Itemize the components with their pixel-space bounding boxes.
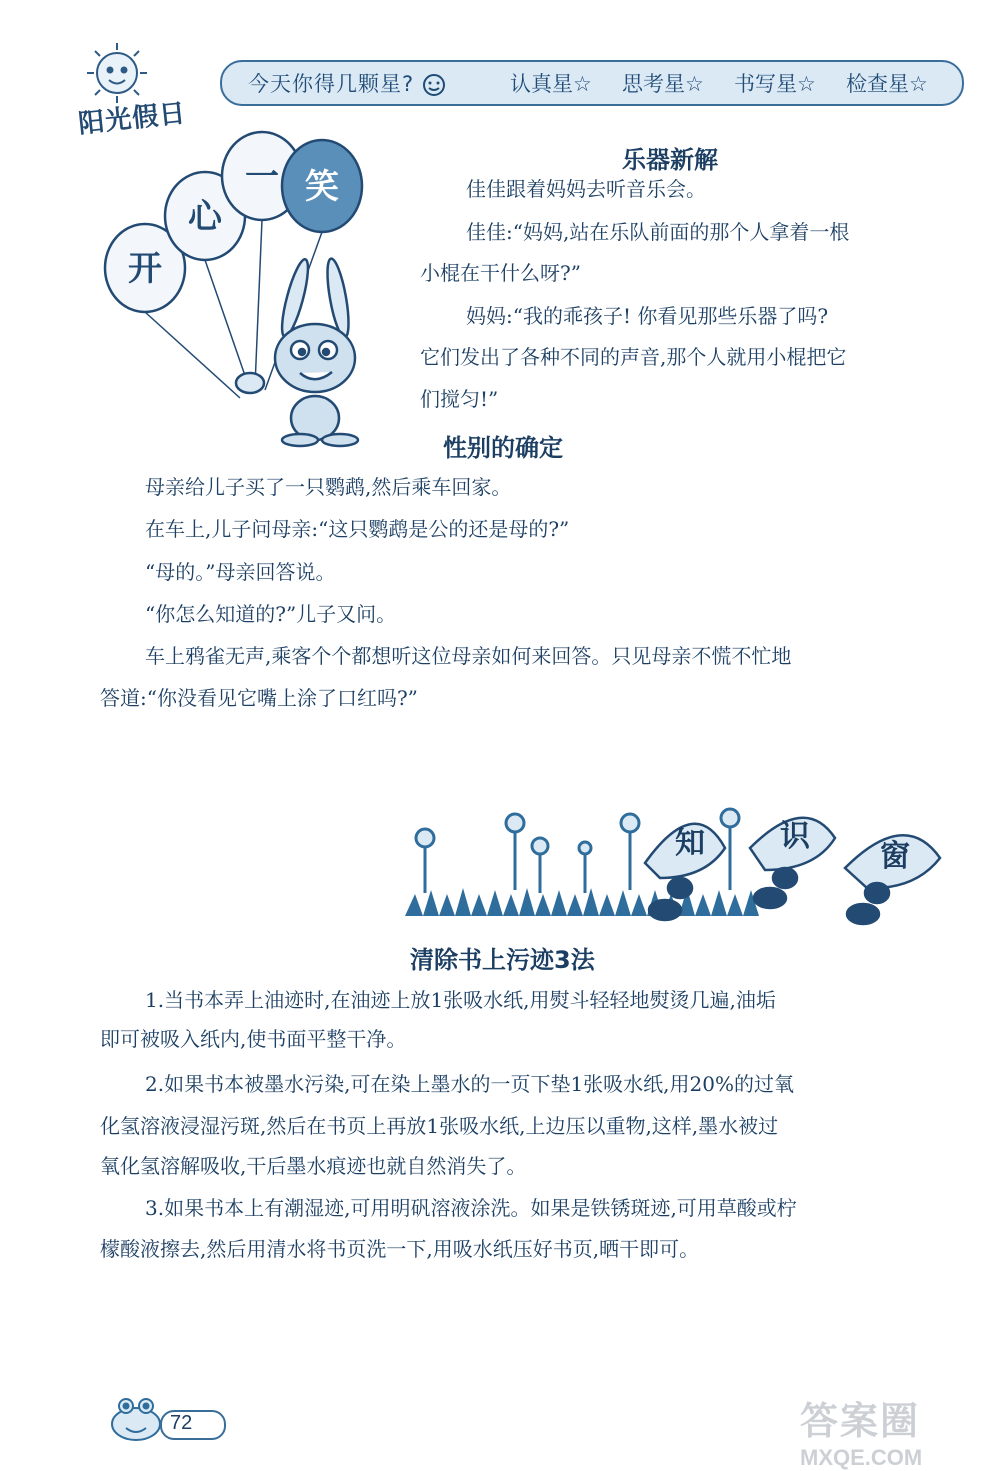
balloon-char-3: 一 <box>245 157 279 197</box>
star-question: 今天你得几颗星? <box>248 68 510 98</box>
knowledge-line-1: 1.当书本弄上油迹时,在油迹上放1张吸水纸,用熨斗轻轻地熨烫几遍,油垢 <box>145 988 776 1012</box>
story1-line-1: 佳佳跟着妈妈去听音乐会。 <box>466 177 706 201</box>
brand-title: 阳光假日 <box>76 98 188 140</box>
smiley-icon <box>421 72 447 98</box>
ant-icon <box>668 878 692 898</box>
story1-line-5: 它们发出了各种不同的声音,那个人就用小棍把它 <box>420 345 847 369</box>
story2-line-6: 答道:“你没看见它嘴上涂了口红吗?” <box>100 686 418 710</box>
balloon-char-4: 笑 <box>305 167 339 207</box>
knowledge-line-2: 即可被吸入纸内,使书面平整干净。 <box>100 1027 407 1051</box>
category-writing: 书写星☆ <box>734 72 816 96</box>
page-header <box>60 30 960 140</box>
badge-char-1: 知 <box>675 826 705 861</box>
knowledge-window-banner <box>405 798 965 943</box>
category-checking: 检查星☆ <box>846 72 928 96</box>
knowledge-line-5: 氧化氢溶解吸收,干后墨水痕迹也就自然消失了。 <box>100 1154 527 1178</box>
story1-line-3: 小棍在干什么呀?” <box>420 261 581 285</box>
watermark-logo: 答案圈 MXQE.COM <box>800 1399 923 1470</box>
knowledge-line-3: 2.如果书本被墨水污染,可在染上墨水的一页下垫1张吸水纸,用20%的过氧 <box>145 1072 794 1096</box>
story1-line-4: 妈妈:“我的乖孩子! 你看见那些乐器了吗? <box>466 304 829 328</box>
story2-line-5: 车上鸦雀无声,乘客个个都想听这位母亲如何来回答。只见母亲不慌不忙地 <box>145 644 792 668</box>
badge-char-3: 窗 <box>880 839 910 874</box>
story2-line-3: “母的。”母亲回答说。 <box>145 560 336 584</box>
badge-char-2: 识 <box>780 819 810 854</box>
knowledge-line-4: 化氢溶液浸湿污斑,然后在书页上再放1张吸水纸,上边压以重物,这样,墨水被过 <box>100 1114 779 1138</box>
story1-line-2: 佳佳:“妈妈,站在乐队前面的那个人拿着一根 <box>466 220 850 244</box>
star-rating-bar <box>220 60 964 106</box>
story1-title: 乐器新解 <box>622 146 718 174</box>
balloon-char-2: 心 <box>188 197 222 237</box>
flower-icon <box>416 829 434 847</box>
page-number-badge <box>98 1390 228 1446</box>
balloon-rabbit-illustration <box>100 128 400 448</box>
story2-line-4: “你怎么知道的?”儿子又问。 <box>145 602 397 626</box>
story1-line-6: 们搅匀!” <box>420 387 499 411</box>
balloon-char-1: 开 <box>128 249 162 289</box>
story2-title: 性别的确定 <box>443 434 563 462</box>
category-careful: 认真星☆ <box>510 72 592 96</box>
frog-icon <box>98 1390 168 1446</box>
page-number: 72 <box>170 1412 193 1434</box>
knowledge-line-7: 檬酸液擦去,然后用清水将书页洗一下,用吸水纸压好书页,晒干即可。 <box>100 1237 700 1261</box>
story2-line-2: 在车上,儿子问母亲:“这只鹦鹉是公的还是母的?” <box>145 517 570 541</box>
knowledge-line-6: 3.如果书本上有潮湿迹,可用明矾溶液涂洗。如果是铁锈斑迹,可用草酸或柠 <box>145 1196 797 1220</box>
story2-line-1: 母亲给儿子买了一只鹦鹉,然后乘车回家。 <box>145 475 512 499</box>
category-thinking: 思考星☆ <box>622 72 704 96</box>
knowledge-title: 清除书上污迹3法 <box>410 946 595 974</box>
